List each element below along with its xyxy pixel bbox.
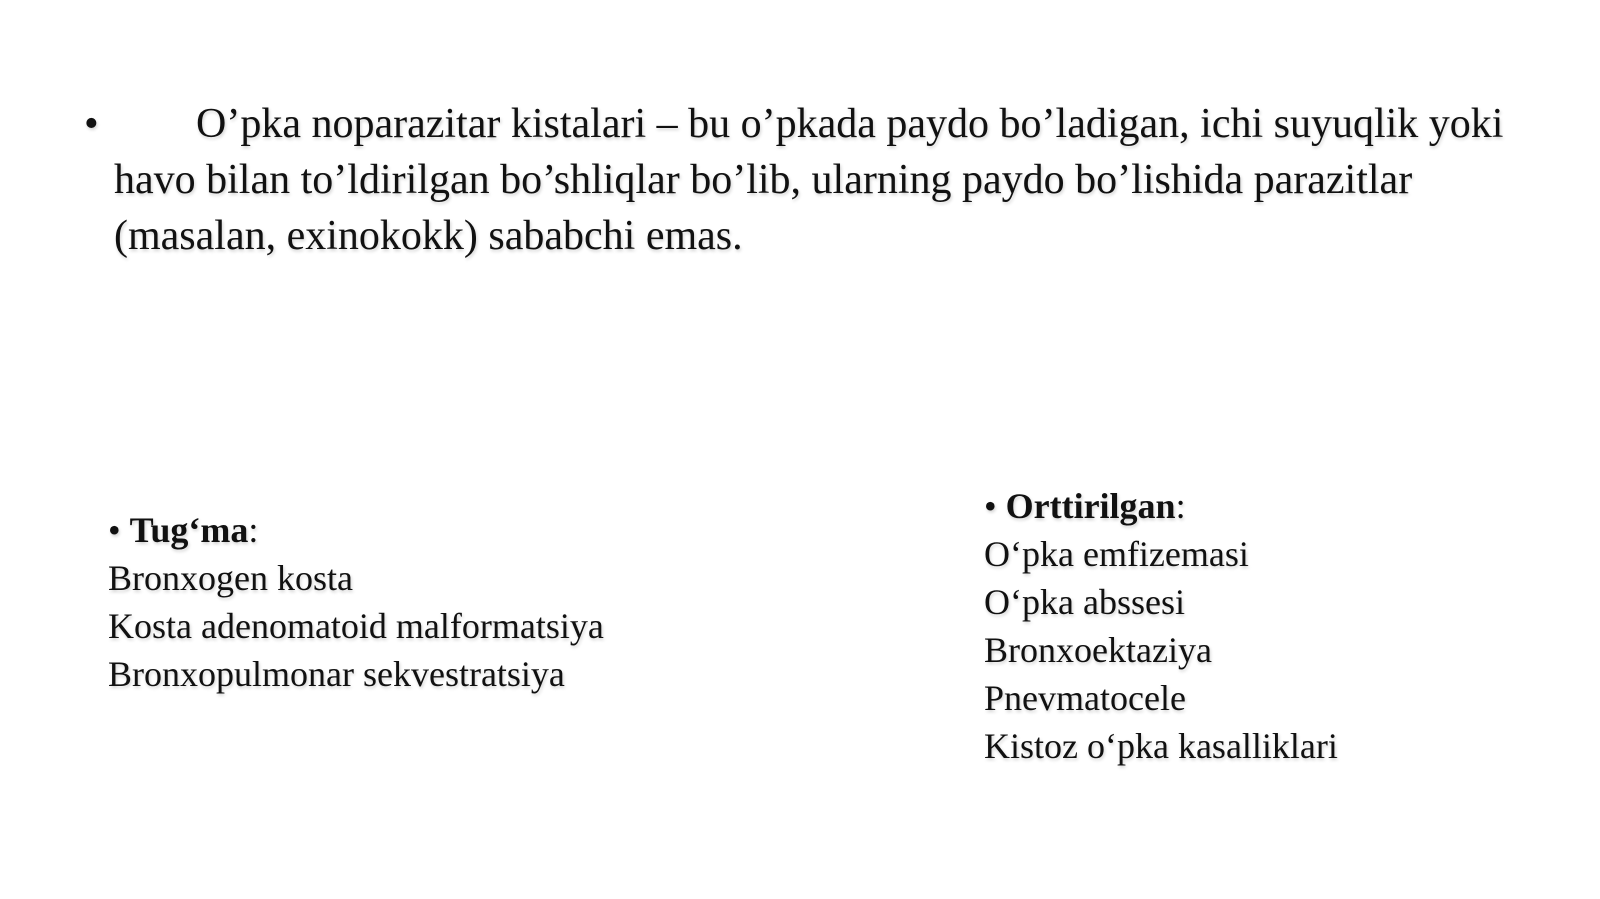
intro-block [84,96,1524,264]
congenital-heading [108,506,668,554]
list-item: Bronxoektaziya [984,630,1212,670]
list-item: Pnevmatocele [984,678,1186,718]
acquired-colon: : [1175,486,1186,526]
acquired-bullet: • [984,486,997,526]
list-item: Kistoz o‘pka kasalliklari [984,726,1338,766]
list-item: Bronxogen kosta [108,558,353,598]
congenital-bullet: • [108,510,121,550]
acquired-title: Orttirilgan [1005,486,1176,526]
list-item: O‘pka emfizemasi [984,534,1249,574]
intro-bullet: • [84,101,99,147]
intro-paragraph: O’pka noparazitar kistalari – bu o’pkada paydo bo’ladigan, ichi suyuqlik yoki havo bilan to’ldirilgan bo’shliqlar bo’lib, ularning paydo bo’lishida parazitlar (masalan, exinokokk) sababchi emas. [114,101,1504,259]
list-item: Kosta adenomatoid malformatsiya [108,606,604,646]
list-item: O‘pka abssesi [984,582,1185,622]
congenital-list [108,506,668,698]
acquired-list [984,482,1544,770]
congenital-colon: : [248,510,259,550]
list-item: Bronxopulmonar sekvestratsiya [108,654,565,694]
congenital-title: Tug‘ma [129,510,249,550]
acquired-heading [984,482,1544,530]
